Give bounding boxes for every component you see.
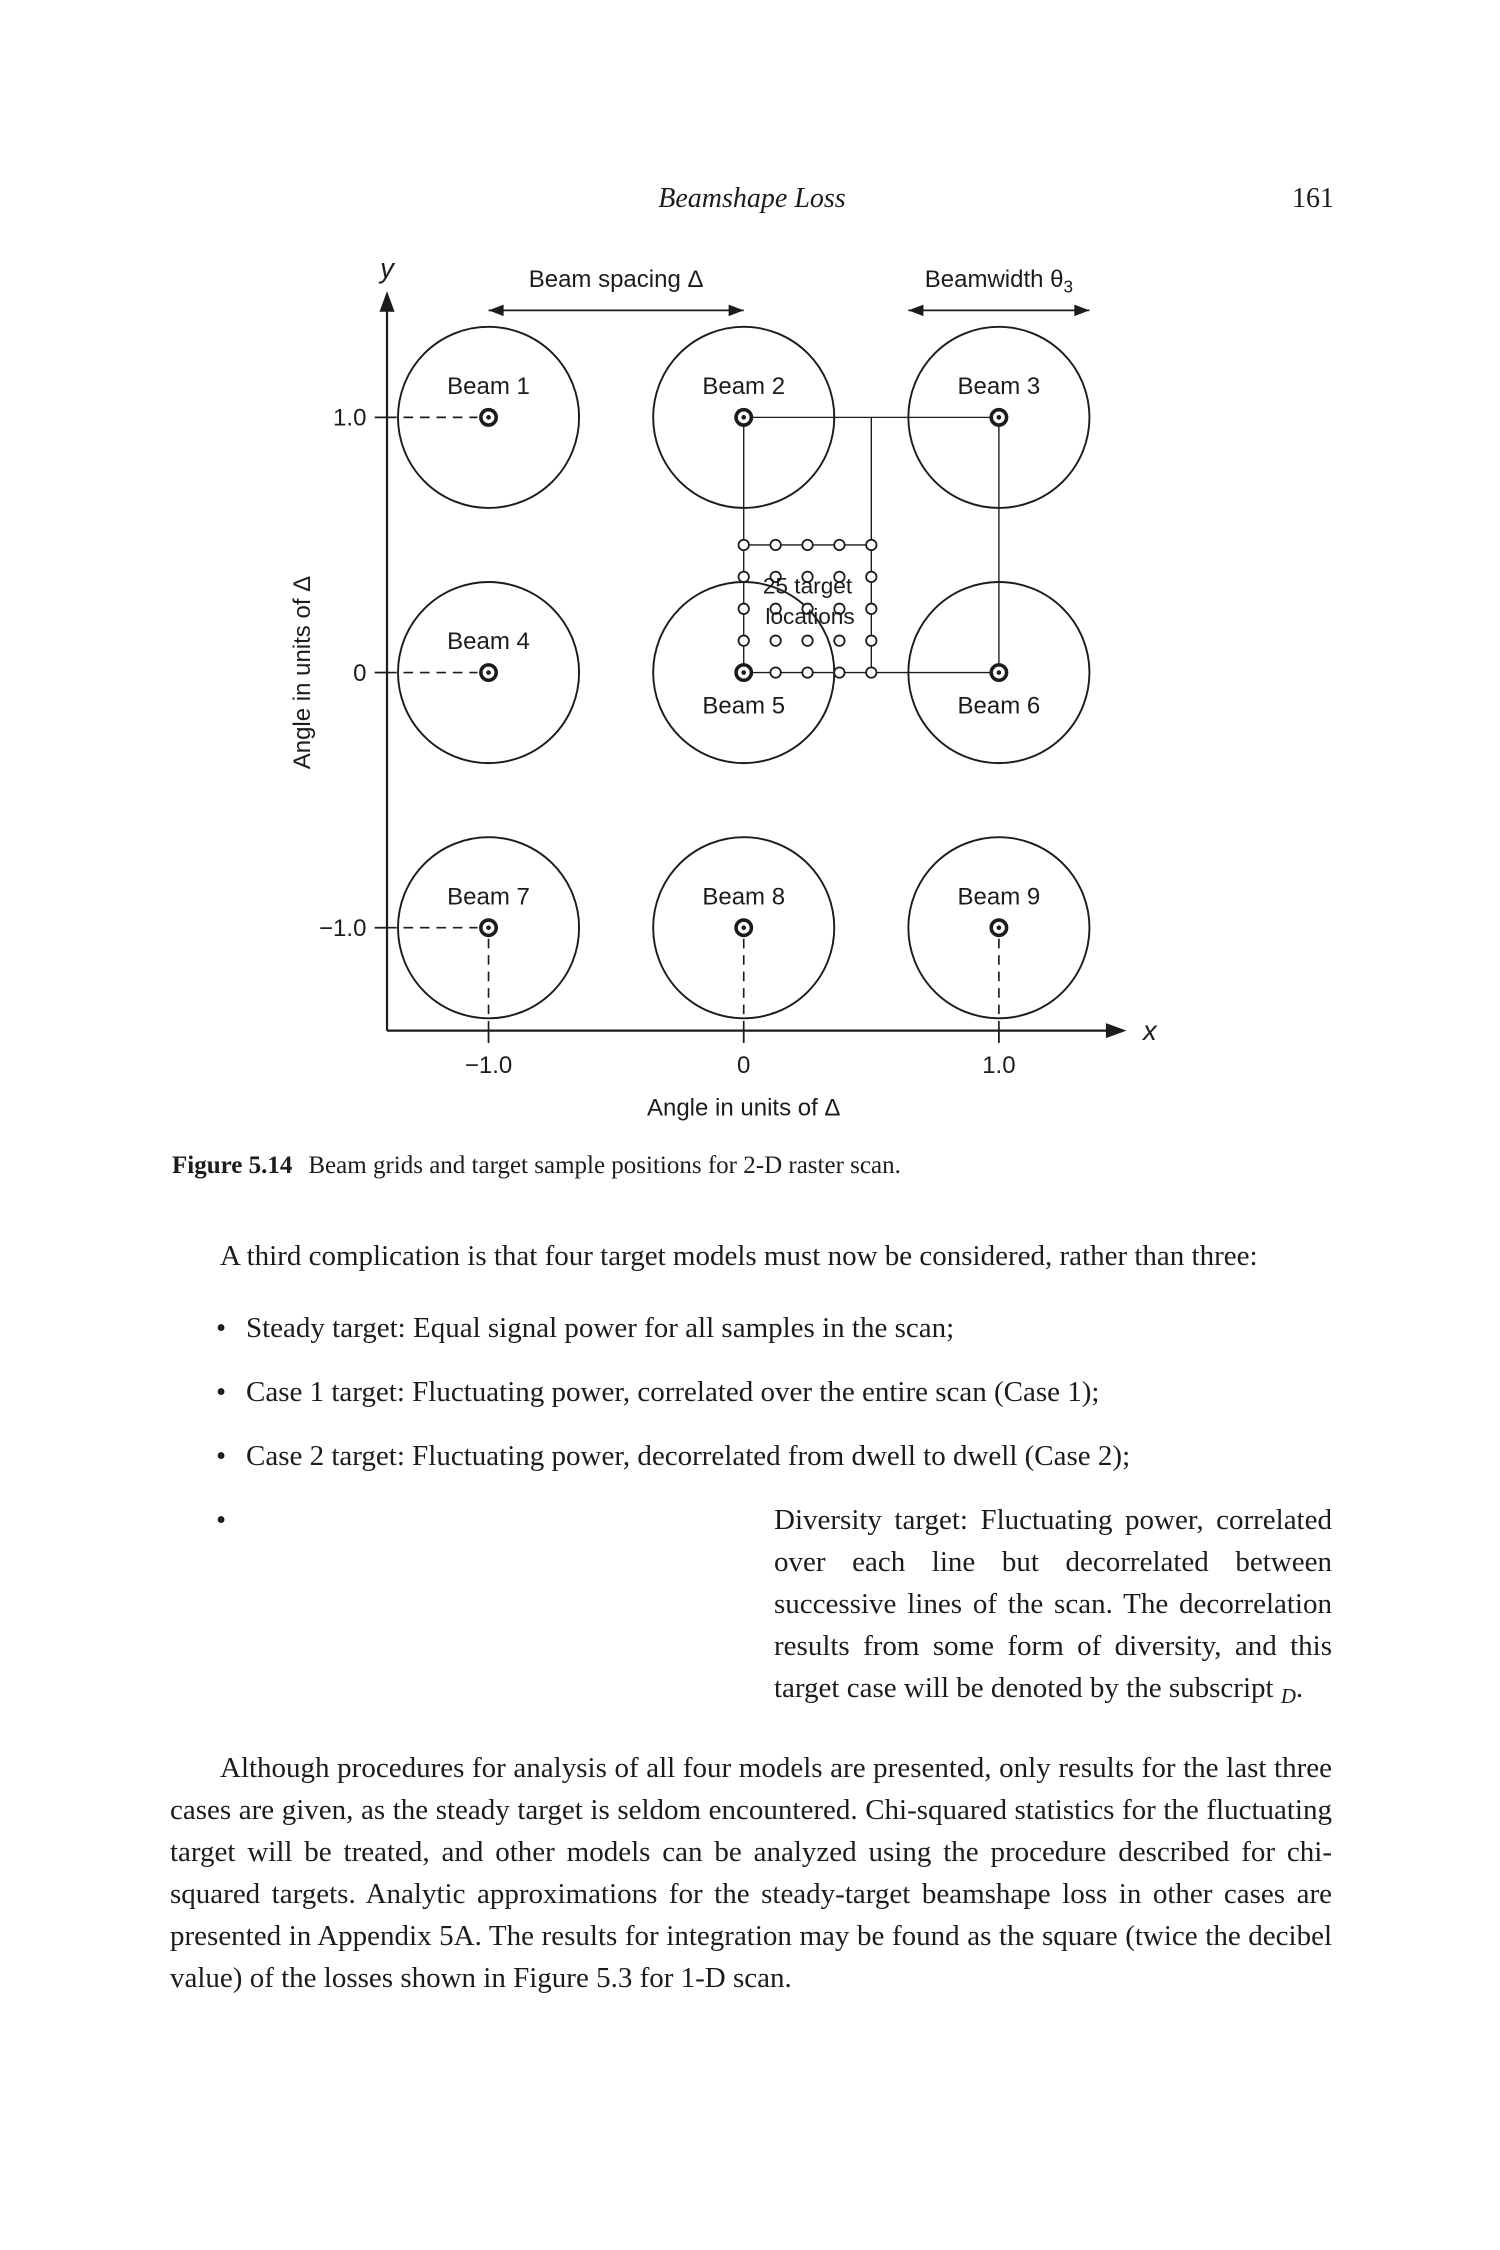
beam-label: Beam 5	[702, 692, 786, 720]
beam-grid-diagram	[280, 250, 1180, 1139]
target-location-dot	[739, 604, 749, 614]
y-tick-label: 1.0	[333, 404, 367, 432]
bullet-text-steady-target: Steady target: Equal signal power for all samples in the scan;	[246, 1312, 955, 1344]
beam-label: Beam 8	[702, 883, 786, 911]
bullet-text-diversity-target	[774, 1499, 1332, 1717]
target-location-dot	[770, 667, 780, 677]
bullet-list	[216, 1307, 1332, 1717]
paragraph-intro: A third complication is that four target models must now be considered, rather than three:	[220, 1240, 1258, 1272]
y-axis-title: Angle in units of Δ	[289, 575, 317, 770]
beam-spacing-arrow-arrowhead-left	[489, 305, 504, 317]
figure-caption	[172, 1152, 1334, 1180]
x-tick-label: −1.0	[464, 1052, 513, 1080]
beam-label: Beam 2	[702, 373, 786, 401]
x-tick-label: 0	[737, 1052, 751, 1080]
target-grid-label-line2: locations	[765, 604, 855, 630]
beam-spacing-arrow-arrowhead-right	[729, 305, 744, 317]
target-location-dot	[866, 540, 876, 550]
target-location-dot	[739, 635, 749, 645]
beam-center-dot	[486, 925, 491, 930]
target-location-dot	[834, 635, 844, 645]
beam-center-dot	[997, 415, 1002, 420]
y-tick-label: −1.0	[319, 914, 367, 942]
target-location-dot	[739, 540, 749, 550]
beam-center-dot	[997, 925, 1002, 930]
y-axis-arrowhead	[379, 291, 394, 312]
page-number: 161	[1292, 183, 1334, 214]
beam-label: Beam 3	[957, 373, 1041, 401]
target-grid-label-line1: 25 target	[762, 573, 853, 599]
target-location-dot	[739, 572, 749, 582]
target-location-dot	[834, 540, 844, 550]
y-axis-symbol: y	[380, 252, 394, 284]
page-header	[170, 183, 1334, 223]
subscript-D: D	[1280, 1683, 1296, 1708]
x-axis-title: Angle in units of Δ	[646, 1094, 841, 1122]
target-location-dot	[866, 604, 876, 614]
target-location-dot	[866, 667, 876, 677]
bullet-marker: •	[216, 1504, 227, 1536]
running-head-title: Beamshape Loss	[658, 183, 846, 214]
target-location-dot	[866, 635, 876, 645]
bullet-text-main: Diversity target: Fluctuating power, correlated over each line but decorrelated between successive lines of the scan. The decorrelation results from some form of diversity, and this target case will be denoted by the subscript	[774, 1504, 1332, 1704]
x-axis-arrowhead	[1106, 1023, 1127, 1038]
beam-center-dot	[486, 415, 491, 420]
figure-5-14	[280, 250, 1180, 1139]
bullet-text-case1-target: Case 1 target: Fluctuating power, correlated over the entire scan (Case 1);	[246, 1376, 1100, 1408]
x-axis-symbol: x	[1142, 1015, 1157, 1047]
y-tick-label: 0	[353, 659, 367, 687]
bullet-item	[216, 1371, 1332, 1413]
beamwidth-label: Beamwidth $\theta_3$	[924, 266, 1074, 297]
beam-center-dot	[997, 670, 1002, 675]
beam-center-dot	[741, 415, 746, 420]
bullet-item	[216, 1499, 1332, 1717]
paragraph-closing: Although procedures for analysis of all four models are presented, only results for the last three cases are given, as the steady target is seldom encountered. Chi-squared statistics for the fluctuating target will be treated, and other models can be analyzed using the procedure described for chi-squared targets. Analytic approximations for the steady-target beamshape loss in other cases are presented in Appendix 5A. The results for integration may be found as the square (twice the decibel value) of the losses shown in Figure 5.3 for 1-D scan.	[170, 1751, 1332, 1994]
target-location-dot	[834, 667, 844, 677]
figure-caption-label: Figure 5.14	[172, 1152, 293, 1179]
beam-label: Beam 9	[957, 883, 1041, 911]
bullet-text-case2-target: Case 2 target: Fluctuating power, decorrelated from dwell to dwell (Case 2);	[246, 1440, 1131, 1472]
target-location-dot	[770, 540, 780, 550]
bullet-marker: •	[216, 1440, 227, 1472]
beam-label: Beam 6	[957, 692, 1041, 720]
beamwidth-arrow-arrowhead-left	[908, 305, 923, 317]
bullet-marker: •	[216, 1312, 227, 1344]
bullet-item	[216, 1435, 1332, 1477]
target-location-dot	[802, 635, 812, 645]
bullet-item	[216, 1307, 1332, 1349]
beam-label: Beam 4	[447, 628, 530, 656]
target-location-dot	[770, 635, 780, 645]
beam-label: Beam 7	[447, 883, 530, 911]
target-location-dot	[866, 572, 876, 582]
target-location-dot	[802, 540, 812, 550]
beam-label: Beam 1	[447, 373, 530, 401]
beamwidth-arrow-arrowhead-right	[1074, 305, 1089, 317]
target-location-dot	[802, 667, 812, 677]
beam-spacing-label: Beam spacing Δ	[528, 266, 704, 294]
x-tick-label: 1.0	[982, 1052, 1016, 1080]
beam-center-dot	[741, 925, 746, 930]
beam-center-dot	[741, 670, 746, 675]
bullet-text-suffix: .	[1295, 1672, 1304, 1704]
bullet-marker: •	[216, 1376, 227, 1408]
figure-caption-text: Beam grids and target sample positions for 2-D raster scan.	[308, 1152, 901, 1179]
beam-center-dot	[486, 670, 491, 675]
body-text	[170, 1235, 1332, 1999]
